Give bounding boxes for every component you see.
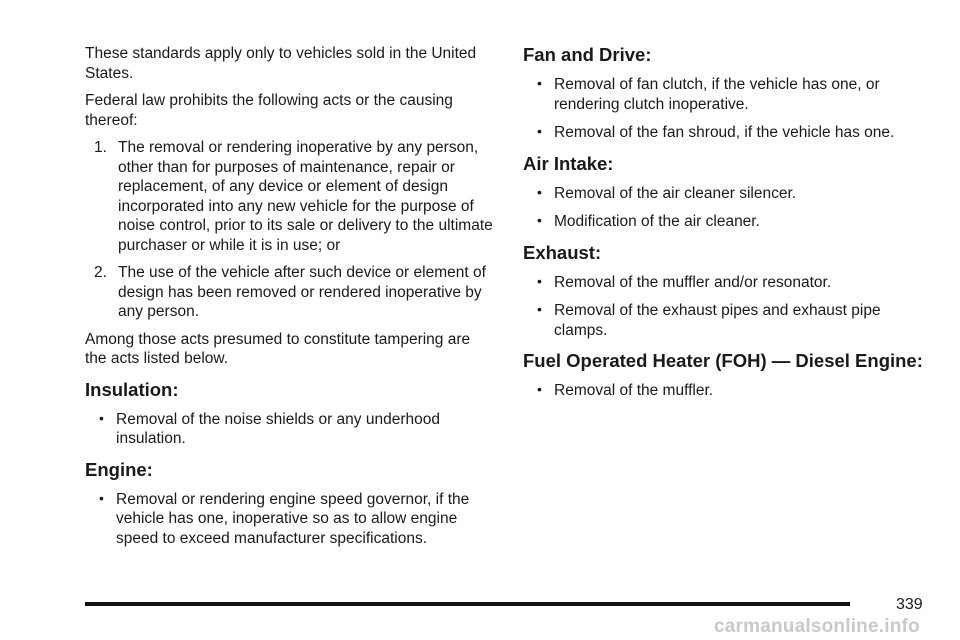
left-column bbox=[85, 44, 495, 558]
bullet-text: Removal of the muffler. bbox=[554, 382, 714, 399]
bullet-icon: • bbox=[99, 489, 104, 506]
list-item bbox=[85, 138, 495, 255]
bullet-text: Removal of the noise shields or any underhood insulation. bbox=[116, 410, 440, 447]
bullet-icon: • bbox=[537, 75, 542, 91]
section-heading-engine: Engine: bbox=[85, 458, 153, 480]
watermark: carmanualsonline.info bbox=[714, 616, 920, 637]
section-heading-fuel-operated-heater: Fuel Operated Heater (FOH) — Diesel Engine: bbox=[523, 350, 923, 371]
fan-and-drive-bullets bbox=[523, 75, 933, 143]
item-number: 1. bbox=[94, 139, 107, 156]
bullet-text: Removal of the air cleaner silencer. bbox=[554, 184, 797, 202]
item-number: 2. bbox=[94, 264, 107, 281]
section-heading-fan-and-drive: Fan and Drive: bbox=[523, 44, 652, 65]
list-item bbox=[523, 301, 933, 340]
air-intake-bullets bbox=[523, 184, 933, 232]
engine-bullets bbox=[85, 490, 495, 549]
section-heading-exhaust: Exhaust: bbox=[523, 241, 602, 263]
fuel-operated-heater-bullets bbox=[523, 381, 933, 401]
bullet-text: Removal of the fan shroud, if the vehicle has one. bbox=[554, 124, 895, 141]
bullet-icon: • bbox=[537, 123, 542, 139]
item-text: The use of the vehicle after such device or element of design has been removed or rendered inoperative by any person. bbox=[118, 264, 486, 320]
bullet-icon: • bbox=[537, 183, 542, 200]
bullet-text: Modification of the air cleaner. bbox=[554, 213, 760, 230]
list-item bbox=[523, 381, 933, 401]
section-heading-insulation: Insulation: bbox=[85, 378, 179, 400]
bullet-text: Removal of fan clutch, if the vehicle has one, or rendering clutch inoperative. bbox=[554, 76, 880, 113]
bullet-icon: • bbox=[537, 272, 542, 289]
bullet-text: Removal of the exhaust pipes and exhaust pipe clamps. bbox=[554, 302, 881, 339]
right-column bbox=[523, 44, 933, 411]
list-item bbox=[523, 273, 933, 293]
prohibited-acts-list bbox=[85, 138, 495, 322]
bullet-icon: • bbox=[537, 381, 542, 397]
list-item bbox=[523, 123, 933, 143]
bullet-text: Removal of the muffler and/or resonator. bbox=[554, 273, 832, 291]
section-heading-air-intake: Air Intake: bbox=[523, 152, 614, 174]
list-item bbox=[85, 263, 495, 322]
exhaust-bullets bbox=[523, 273, 933, 341]
list-item bbox=[85, 410, 495, 449]
bullet-icon: • bbox=[99, 409, 104, 426]
list-item bbox=[85, 490, 495, 549]
list-item bbox=[523, 212, 933, 232]
intro-paragraph: These standards apply only to vehicles sold in the United States. bbox=[85, 45, 477, 82]
bullet-text: Removal or rendering engine speed governor, if the vehicle has one, inoperative so as to allow engine speed to exceed manufacturer specifications. bbox=[116, 490, 470, 547]
insulation-bullets bbox=[85, 410, 495, 449]
list-item bbox=[523, 75, 933, 114]
page-number: 339 bbox=[896, 596, 923, 613]
footer-rule bbox=[85, 602, 850, 606]
item-text: The removal or rendering inoperative by any person, other than for purposes of maintenance, repair or replacement, of any device or element of design incorporated into any new vehicle for the purpose of noise control, prior to its sale or delivery to the ultimate purchaser or while it is in use; or bbox=[118, 139, 493, 254]
list-item bbox=[523, 184, 933, 204]
intro-paragraph: Federal law prohibits the following acts or the causing thereof: bbox=[85, 92, 453, 129]
bullet-icon: • bbox=[537, 301, 542, 317]
bullet-icon: • bbox=[537, 212, 542, 228]
closing-paragraph: Among those acts presumed to constitute tampering are the acts listed below. bbox=[85, 330, 471, 367]
